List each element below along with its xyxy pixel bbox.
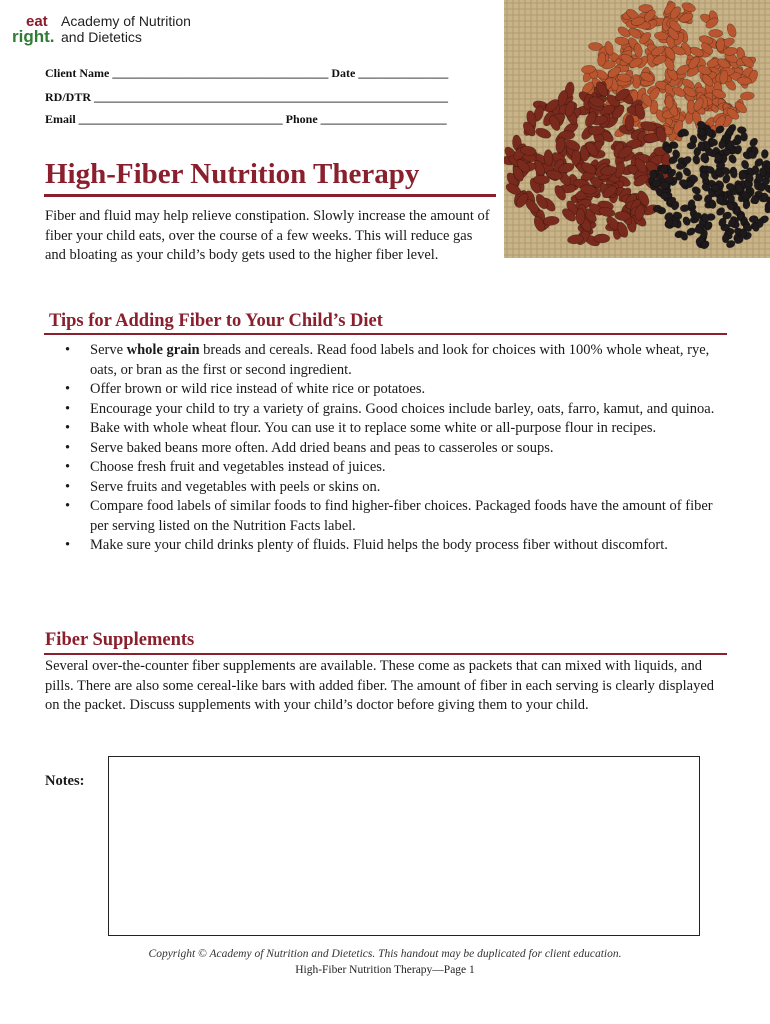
list-item [60, 536, 725, 556]
list-item [60, 380, 725, 400]
bean [544, 149, 554, 165]
notes-input-box[interactable] [108, 756, 700, 936]
logo-mark-right: right. [12, 27, 55, 46]
tip-text: Encourage your child to try a variety of grains. Good choices include barley, oats, farro, kamut, and quinoa. [90, 400, 715, 417]
logo [12, 12, 212, 48]
list-item [60, 458, 725, 478]
bullet: • [65, 400, 71, 417]
bullet: • [65, 420, 71, 436]
tips-divider [44, 333, 727, 335]
list-item [60, 497, 725, 536]
list-item [60, 400, 725, 420]
tip-text: Choose fresh fruit and vegetables instead of juices. [90, 459, 386, 475]
tips-list [60, 341, 725, 556]
tip-text-rest: breads and cereals. Read food labels and look for choices with 100% whole wheat, rye, oats, or bran as the first or second ingredient. [90, 342, 710, 378]
bullet: • [65, 478, 71, 495]
beans-photo [504, 0, 770, 258]
organization-name-line1: Academy of Nutrition [61, 13, 191, 29]
logo-mark-eat: eat [26, 13, 48, 30]
organization-name-line2: and Dietetics [61, 29, 142, 45]
supplements-heading: Fiber Supplements [45, 630, 195, 650]
intro-paragraph: Fiber and fluid may help relieve constipation. Slowly increase the amount of fiber your child eats, over the course of a few weeks. This will reduce gas and bloating as your child’s body gets used to the higher fiber level. [45, 208, 490, 263]
bean [761, 149, 768, 158]
bean [711, 184, 720, 191]
tip-text: Serve baked beans more often. Add dried beans and peas to casseroles or soups. [90, 439, 554, 456]
bean [594, 234, 610, 243]
tip-text-bold: whole grain [126, 342, 200, 358]
eatright-logo-mark [12, 12, 60, 48]
bean [576, 209, 585, 225]
tip-text: Offer brown or wild rice instead of white rice or potatoes. [90, 381, 426, 397]
notes-label: Notes: [45, 773, 85, 789]
supplements-divider [44, 653, 727, 655]
list-item [60, 439, 725, 459]
page-footer: High-Fiber Nutrition Therapy—Page 1 [295, 964, 475, 976]
client-name-date-field[interactable]: Client Name ____________________________________ Date _______________ [45, 66, 449, 80]
bean [709, 29, 723, 37]
bullet: • [65, 537, 71, 553]
list-item [60, 419, 725, 439]
list-item [60, 341, 725, 380]
bullet: • [65, 439, 71, 456]
tips-heading: Tips for Adding Fiber to Your Child’s Diet [49, 311, 383, 331]
tip-text: Make sure your child drinks plenty of fluids. Fluid helps the body process fiber without discomfort. [90, 537, 668, 553]
email-phone-field[interactable]: Email __________________________________ Phone _____________________ [45, 112, 447, 126]
tip-text: Bake with whole wheat flour. You can use it to replace some white or all-purpose flour in recipes. [90, 420, 657, 436]
copyright-notice: Copyright © Academy of Nutrition and Dietetics. This handout may be duplicated for client education. [148, 948, 622, 960]
bean [727, 194, 734, 203]
organization-name [61, 13, 191, 45]
bean [698, 141, 705, 150]
tip-text: Serve fruits and vegetables with peels or skins on. [90, 478, 381, 495]
beans-photo-graphic [504, 0, 770, 258]
page-title: High-Fiber Nutrition Therapy [45, 158, 420, 190]
list-item [60, 478, 725, 498]
bullet: • [65, 342, 71, 358]
tip-text-prefix: Serve [90, 342, 127, 358]
bean [740, 132, 747, 141]
bullet: • [65, 459, 71, 475]
bullet: • [65, 381, 71, 397]
supplements-paragraph: Several over-the-counter fiber supplements are available. These come as packets that can mixed with liquids, and pills. There are also some cereal-like bars with added fiber. The amount of fiber in each serving is clearly displayed on the packet. Discuss supplements with your child’s doctor before giving them to your child. [45, 658, 715, 713]
tip-text: Compare food labels of similar foods to find higher-fiber choices. Packaged foods have the amount of fiber per serving listed on the Nutrition Facts label. [90, 498, 713, 534]
title-divider [44, 194, 496, 197]
bullet: • [65, 498, 71, 514]
bean [727, 141, 734, 150]
rd-dtr-field[interactable]: RD/DTR ___________________________________________________________ [45, 90, 449, 104]
